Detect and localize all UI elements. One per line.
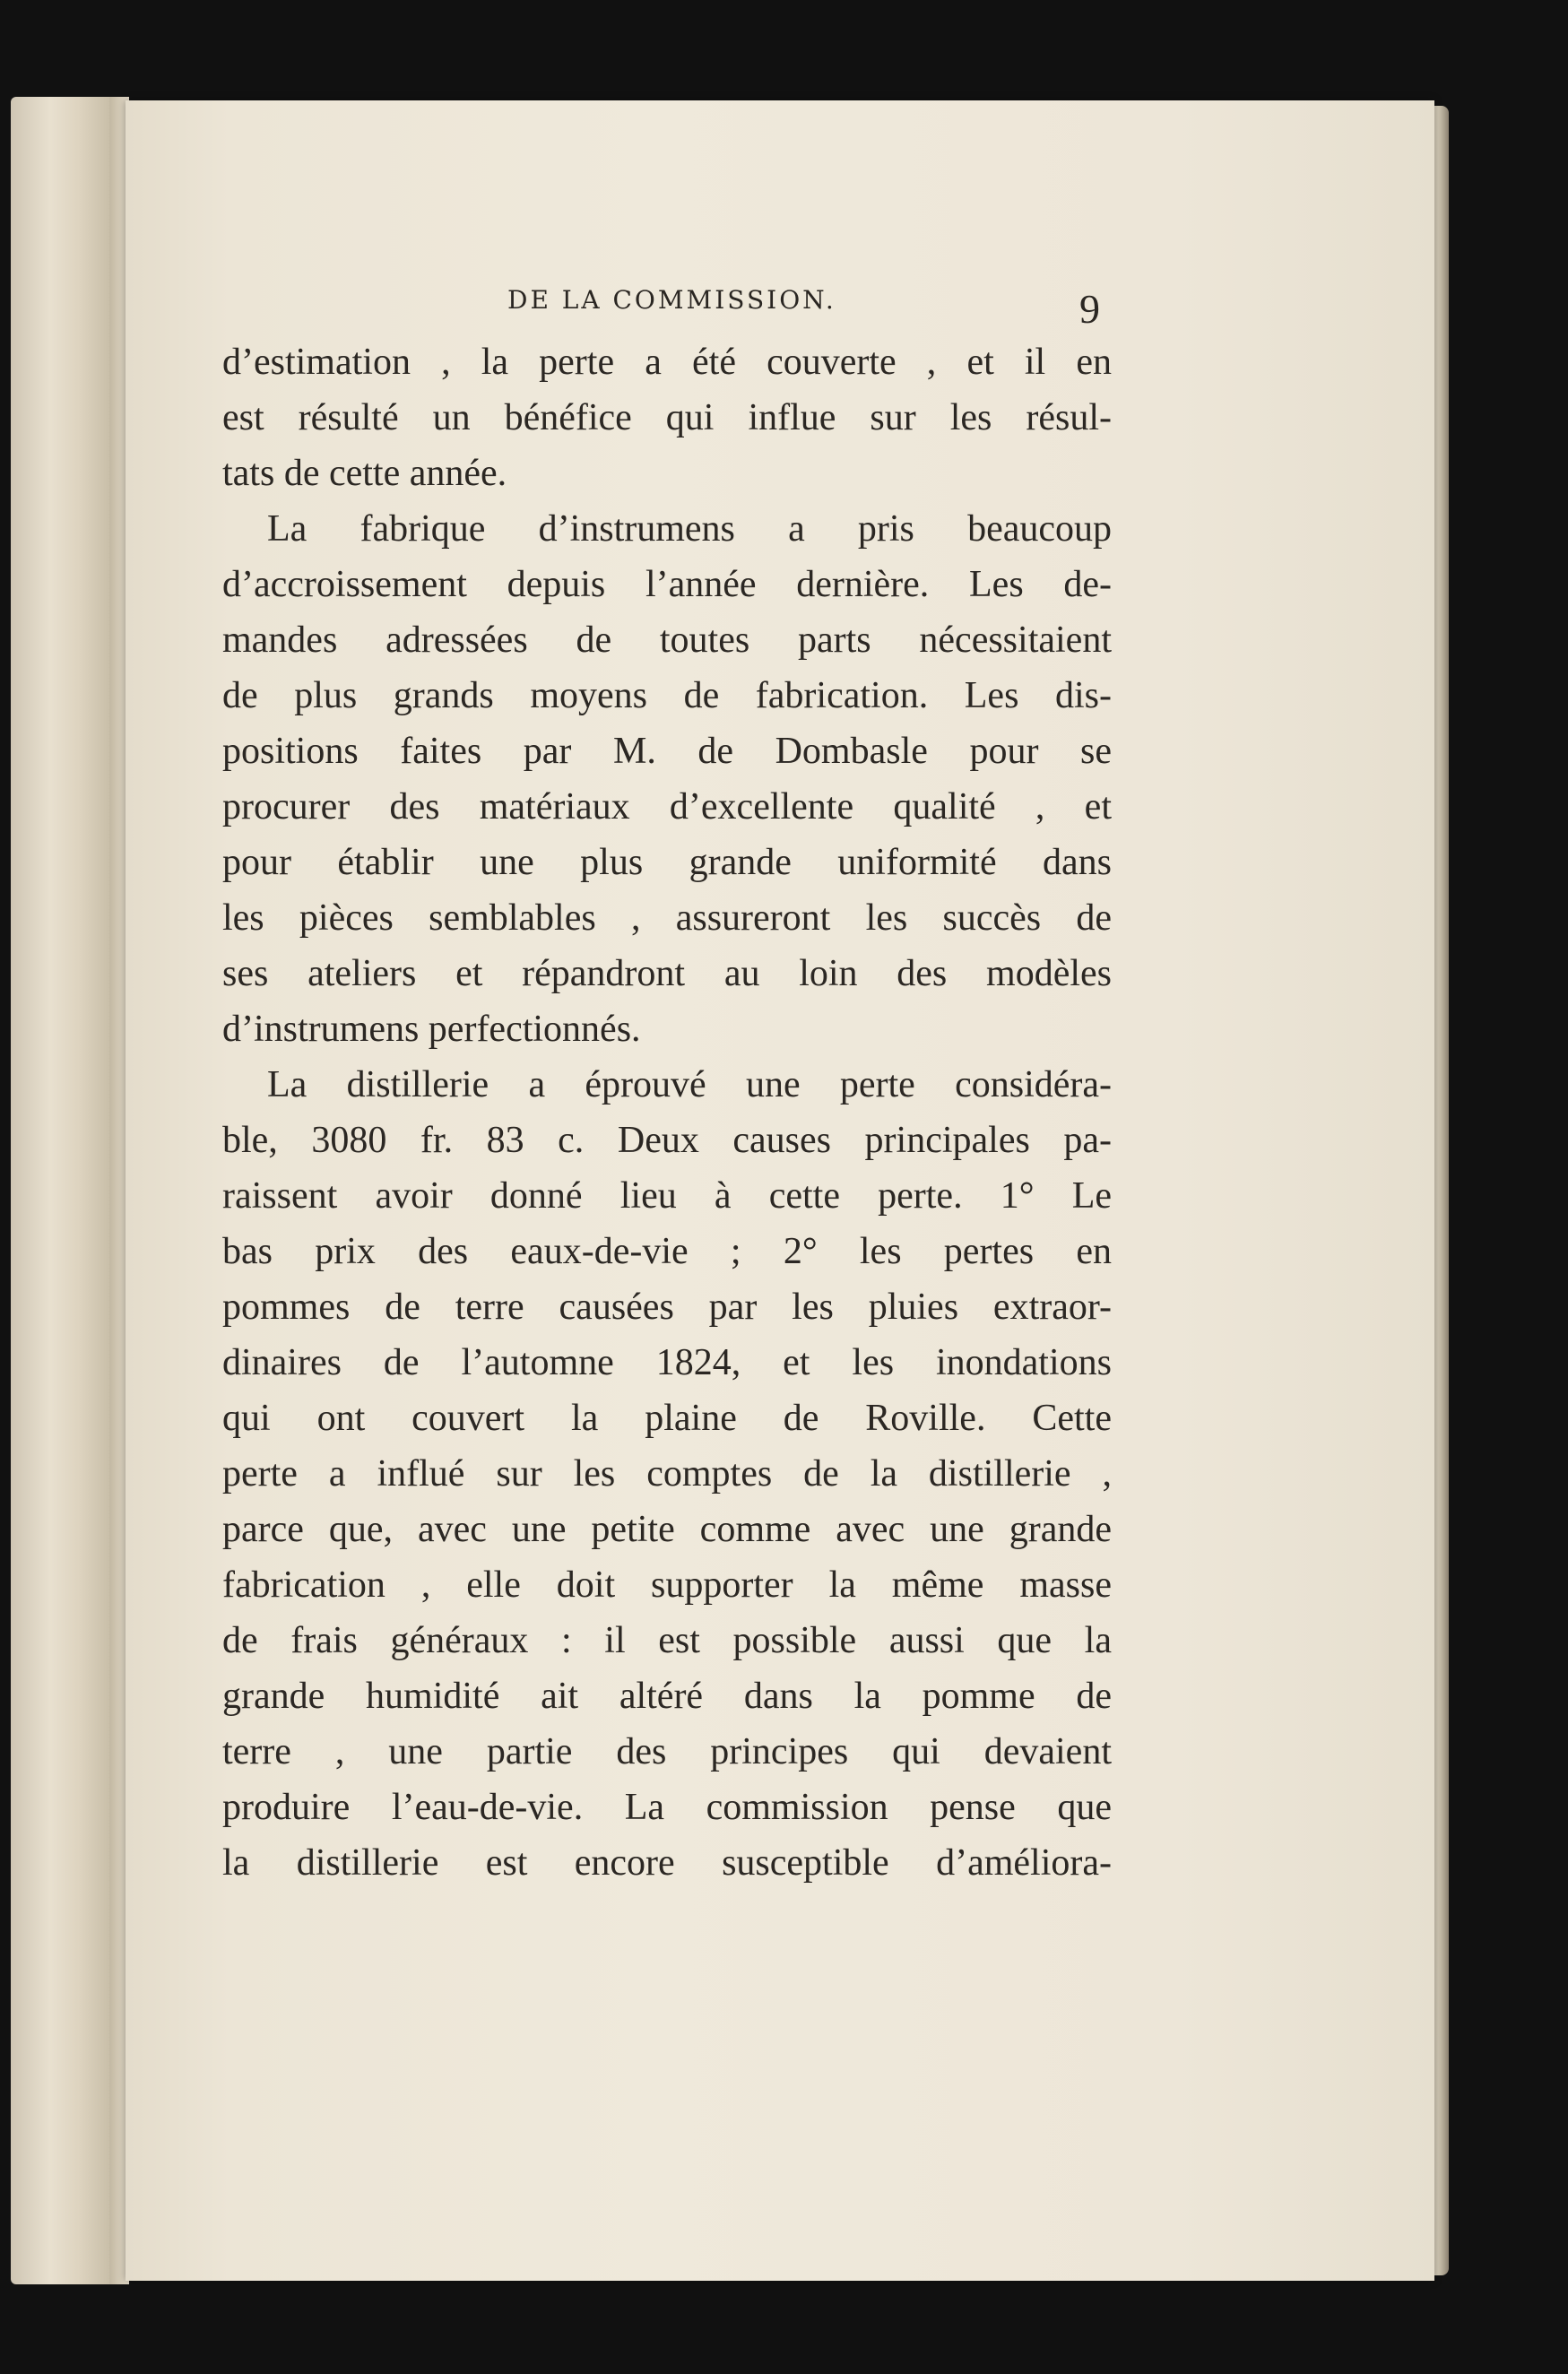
text-line: produire l’eau-de-vie. La commission pense que (222, 1787, 1112, 1828)
text-line: La fabrique d’instrumens a pris beaucoup (267, 508, 1112, 550)
text-line: dinaires de l’automne 1824, et les inondations (222, 1342, 1112, 1383)
text-line: bas prix des eaux-de-vie ; 2° les pertes en (222, 1231, 1112, 1272)
page-number: 9 (1079, 286, 1100, 332)
text-line: grande humidité ait altéré dans la pomme de (222, 1676, 1112, 1717)
text-line: d’estimation , la perte a été couverte , et il en (222, 342, 1112, 383)
text-line: positions faites par M. de Dombasle pour se (222, 731, 1112, 772)
text-line: est résulté un bénéfice qui influe sur les résul- (222, 397, 1112, 438)
text-line: tats de cette année. (222, 453, 507, 494)
text-line: ble, 3080 fr. 83 c. Deux causes principales pa- (222, 1120, 1112, 1161)
text-line: fabrication , elle doit supporter la même masse (222, 1564, 1112, 1606)
text-line: raissent avoir donné lieu à cette perte. 1° Le (222, 1175, 1112, 1217)
text-line: la distillerie est encore susceptible d’améliora- (222, 1842, 1112, 1884)
text-line: pour établir une plus grande uniformité dans (222, 842, 1112, 883)
left-page-edge (11, 97, 109, 2284)
text-line: parce que, avec une petite comme avec une grande (222, 1509, 1112, 1550)
text-line: d’instrumens perfectionnés. (222, 1009, 641, 1050)
text-line: qui ont couvert la plaine de Roville. Cette (222, 1398, 1112, 1439)
text-line: ses ateliers et répandront au loin des modèles (222, 953, 1112, 994)
text-line: perte a influé sur les comptes de la distillerie , (222, 1453, 1112, 1495)
text-line: d’accroissement depuis l’année dernière. Les de- (222, 564, 1112, 605)
text-line: les pièces semblables , assureront les succès de (222, 897, 1112, 939)
text-line: La distillerie a éprouvé une perte considéra- (267, 1064, 1112, 1105)
text-line: de plus grands moyens de fabrication. Les dis- (222, 675, 1112, 716)
text-line: de frais généraux : il est possible aussi que la (222, 1620, 1112, 1661)
text-line: terre , une partie des principes qui devaient (222, 1731, 1112, 1772)
text-line: pommes de terre causées par les pluies extraor- (222, 1287, 1112, 1328)
text-line: procurer des matériaux d’excellente qualité , et (222, 786, 1112, 827)
running-head: DE LA COMMISSION. (507, 285, 836, 315)
text-line: mandes adressées de toutes parts nécessitaient (222, 619, 1112, 661)
